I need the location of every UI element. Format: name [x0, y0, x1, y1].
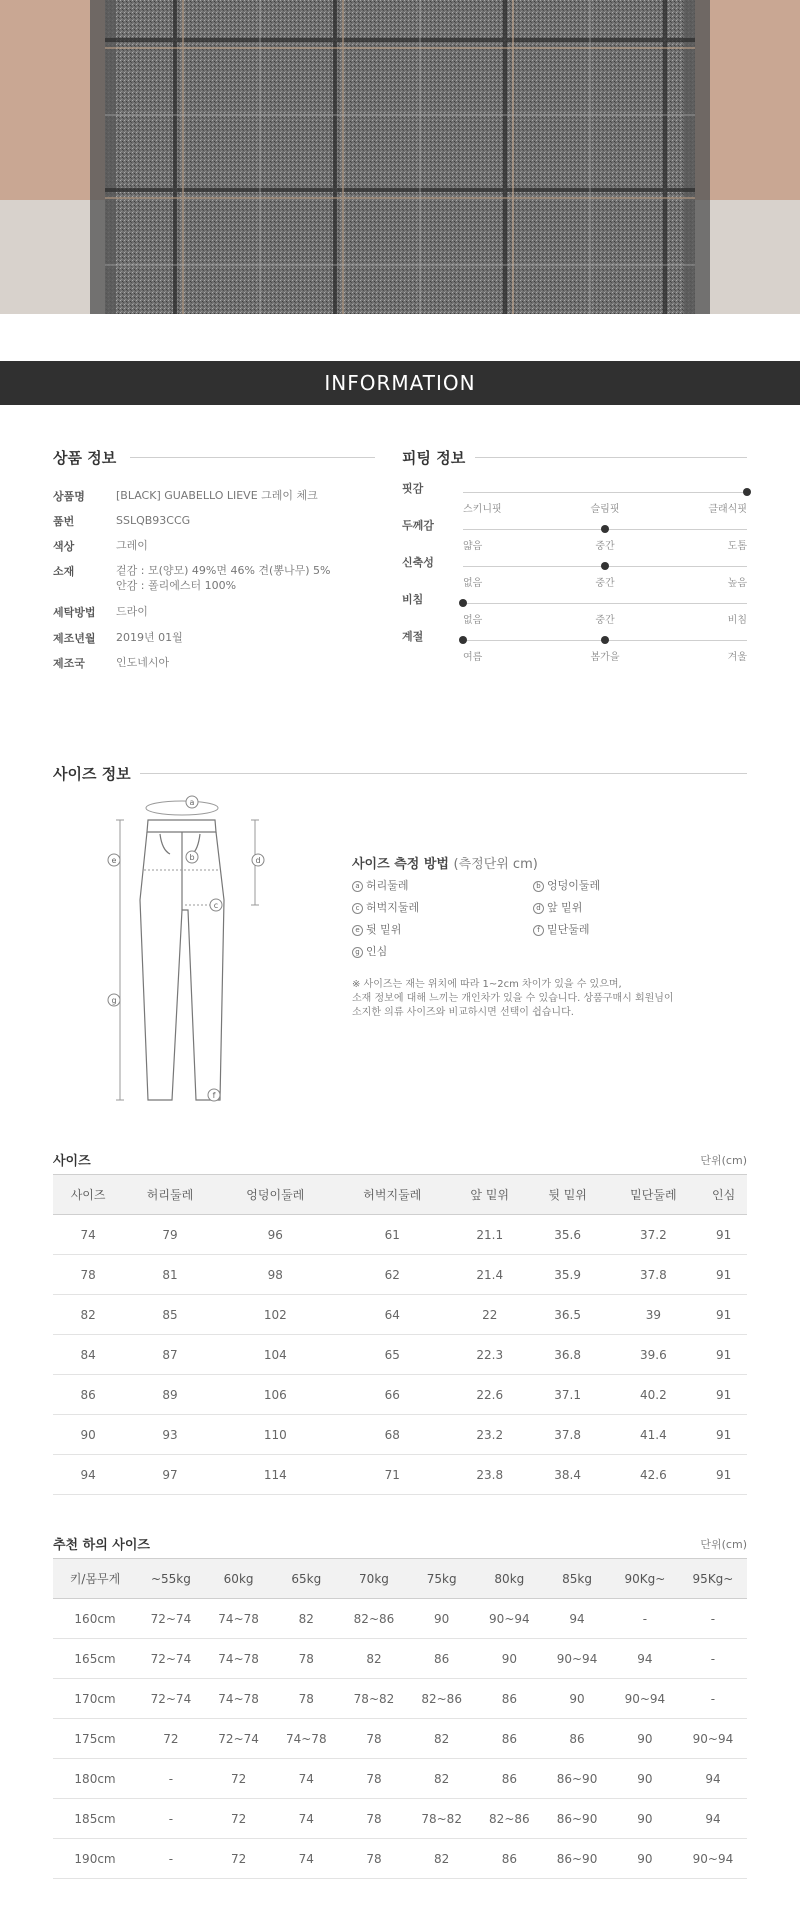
table-cell: 36.5: [529, 1295, 607, 1335]
table-cell: 68: [334, 1415, 451, 1455]
table-header-cell: 허리둘레: [123, 1175, 217, 1215]
marker-d: d: [255, 856, 261, 865]
measure-label: 허벅지둘레: [366, 901, 420, 914]
fit-tick-label: 겨울: [727, 652, 747, 663]
info-label: 제조국: [53, 657, 85, 670]
table-cell: 37.1: [529, 1375, 607, 1415]
info-label: 품번: [53, 515, 75, 528]
table-cell: 89: [123, 1375, 217, 1415]
table-cell: 72~74: [137, 1599, 205, 1639]
table-cell: 86: [476, 1759, 544, 1799]
fit-indicator-dot: [459, 599, 467, 607]
table-cell: 86~90: [543, 1759, 611, 1799]
table-cell: 175cm: [53, 1719, 137, 1759]
table-cell: 85: [123, 1295, 217, 1335]
table-cell: 90~94: [679, 1719, 747, 1759]
info-value: 2019년 01월: [116, 631, 183, 644]
measure-marker: g: [352, 947, 363, 958]
table-row: [53, 1679, 747, 1719]
table-cell: 90: [408, 1599, 476, 1639]
measure-heading-label: 사이즈 측정 방법: [352, 857, 449, 872]
table-row: [53, 1799, 747, 1839]
fit-tick-label: 중간: [595, 615, 615, 626]
table-cell: 37.8: [607, 1255, 701, 1295]
fit-tick-label: 중간: [595, 541, 615, 552]
table-cell: 79: [123, 1215, 217, 1255]
measure-marker: a: [352, 881, 363, 892]
table-cell: 72~74: [137, 1639, 205, 1679]
table-cell: 104: [217, 1335, 334, 1375]
table-cell: 91: [700, 1295, 747, 1335]
table-cell: 180cm: [53, 1759, 137, 1799]
table-cell: 110: [217, 1415, 334, 1455]
table-row: [53, 1215, 747, 1255]
table-cell: 86: [476, 1719, 544, 1759]
info-row-wash: [53, 604, 383, 620]
size-table: [53, 1174, 747, 1495]
table-cell: 35.9: [529, 1255, 607, 1295]
table-cell: 35.6: [529, 1215, 607, 1255]
fit-indicator-dot: [601, 636, 609, 644]
table-cell: 93: [123, 1415, 217, 1455]
measure-label: 허리둘레: [366, 879, 409, 892]
table-cell: -: [137, 1839, 205, 1879]
fit-tick-label: 비침: [727, 615, 747, 626]
fit-label: 계절: [402, 630, 424, 643]
table-cell: 106: [217, 1375, 334, 1415]
table-header-cell: 75kg: [408, 1559, 476, 1599]
table-cell: 72: [205, 1839, 273, 1879]
table-cell: 90~94: [543, 1639, 611, 1679]
table-cell: 37.2: [607, 1215, 701, 1255]
info-label: 제조년월: [53, 632, 96, 645]
info-row-date: [53, 630, 383, 646]
fit-indicator-dot: [459, 636, 467, 644]
table-cell: 87: [123, 1335, 217, 1375]
table-cell: 22.3: [451, 1335, 529, 1375]
measure-item: [352, 943, 387, 959]
info-label: 세탁방법: [53, 606, 96, 619]
table-cell: 82: [408, 1839, 476, 1879]
fit-tick-label: 없음: [463, 578, 483, 589]
table-header-cell: 80kg: [476, 1559, 544, 1599]
info-row-country: [53, 655, 383, 671]
table-cell: 72~74: [205, 1719, 273, 1759]
table-cell: 94: [53, 1455, 123, 1495]
table-cell: 185cm: [53, 1799, 137, 1839]
table-cell: 90: [543, 1679, 611, 1719]
table-cell: 82: [408, 1719, 476, 1759]
table-cell: 62: [334, 1255, 451, 1295]
measure-marker: f: [533, 925, 544, 936]
table-header-cell: 엉덩이둘레: [217, 1175, 334, 1215]
table-header-cell: 사이즈: [53, 1175, 123, 1215]
table-cell: 90~94: [679, 1839, 747, 1879]
measure-label: 앞 밑위: [547, 901, 583, 914]
fit-tick-label: 스키니핏: [463, 504, 502, 515]
measure-label: 뒷 밑위: [366, 923, 402, 936]
table-cell: 90: [611, 1759, 679, 1799]
table-cell: 86: [543, 1719, 611, 1759]
size-table-title: 사이즈: [53, 1154, 91, 1169]
table-cell: 86: [476, 1679, 544, 1719]
table-cell: 86~90: [543, 1799, 611, 1839]
measure-item: [533, 921, 590, 937]
table-cell: 86: [53, 1375, 123, 1415]
table-row: [53, 1455, 747, 1495]
table-cell: 91: [700, 1375, 747, 1415]
table-cell: 74~78: [205, 1599, 273, 1639]
info-value: 인도네시아: [116, 656, 170, 669]
size-table-unit: 단위(cm): [700, 1154, 747, 1167]
info-label: 소재: [53, 565, 75, 578]
table-header-cell: ~55kg: [137, 1559, 205, 1599]
table-cell: 21.4: [451, 1255, 529, 1295]
table-header-row: [53, 1559, 747, 1599]
table-header-cell: 95Kg~: [679, 1559, 747, 1599]
table-cell: 41.4: [607, 1415, 701, 1455]
reco-table-unit: 단위(cm): [700, 1538, 747, 1551]
table-cell: 72: [137, 1719, 205, 1759]
table-cell: 170cm: [53, 1679, 137, 1719]
table-cell: 65: [334, 1335, 451, 1375]
table-cell: 90: [476, 1639, 544, 1679]
size-note-line: 소지한 의류 사이즈와 비교하시면 선택이 쉽습니다.: [352, 1007, 574, 1018]
measure-item: [352, 899, 419, 915]
info-row-code: [53, 513, 383, 529]
table-row: [53, 1295, 747, 1335]
fit-tick-label: 없음: [463, 615, 483, 626]
marker-a: a: [189, 798, 195, 807]
table-cell: 71: [334, 1455, 451, 1495]
table-cell: 94: [543, 1599, 611, 1639]
table-cell: 64: [334, 1295, 451, 1335]
table-cell: -: [679, 1679, 747, 1719]
table-cell: 102: [217, 1295, 334, 1335]
size-note-line: ※ 사이즈는 재는 위치에 따라 1~2cm 차이가 있을 수 있으며,: [352, 979, 622, 990]
table-header-cell: 85kg: [543, 1559, 611, 1599]
measure-item: [352, 877, 409, 893]
table-cell: 91: [700, 1415, 747, 1455]
marker-c: c: [213, 901, 219, 910]
measure-unit: (측정단위 cm): [453, 857, 538, 872]
table-cell: -: [611, 1599, 679, 1639]
table-cell: 81: [123, 1255, 217, 1295]
table-cell: 74: [272, 1759, 340, 1799]
table-cell: 39: [607, 1295, 701, 1335]
table-cell: 72: [205, 1799, 273, 1839]
info-value: SSLQB93CCG: [116, 514, 191, 527]
fit-label: 두께감: [402, 519, 434, 532]
fit-tick-label: 중간: [595, 578, 615, 589]
table-cell: 94: [611, 1639, 679, 1679]
table-row: [53, 1599, 747, 1639]
info-row-material: [53, 563, 383, 593]
table-cell: 91: [700, 1215, 747, 1255]
table-cell: 96: [217, 1215, 334, 1255]
table-header-cell: 허벅지둘레: [334, 1175, 451, 1215]
table-cell: 38.4: [529, 1455, 607, 1495]
table-cell: 190cm: [53, 1839, 137, 1879]
table-cell: 78: [340, 1719, 408, 1759]
info-value: [BLACK] GUABELLO LIEVE 그레이 체크: [116, 489, 318, 502]
measure-item: [352, 921, 401, 937]
fit-tick-label: 클래식핏: [708, 504, 747, 515]
measure-marker: c: [352, 903, 363, 914]
table-cell: 78: [340, 1799, 408, 1839]
fit-tick-label: 봄가을: [590, 652, 620, 663]
table-cell: 94: [679, 1759, 747, 1799]
fit-tick-label: 도톰: [727, 541, 747, 552]
table-cell: 74~78: [272, 1719, 340, 1759]
table-cell: 22.6: [451, 1375, 529, 1415]
table-cell: 90~94: [476, 1599, 544, 1639]
product-photo: [0, 0, 800, 314]
table-cell: 86: [408, 1639, 476, 1679]
table-cell: 21.1: [451, 1215, 529, 1255]
table-cell: 78: [340, 1759, 408, 1799]
measure-heading: [352, 853, 538, 872]
table-header-cell: 65kg: [272, 1559, 340, 1599]
fit-label: 핏감: [402, 482, 424, 495]
fit-track: [463, 603, 747, 604]
table-cell: 90~94: [611, 1679, 679, 1719]
table-cell: 165cm: [53, 1639, 137, 1679]
pants-diagram: [100, 790, 290, 1110]
fit-tick-label: 얇음: [463, 541, 483, 552]
info-value: [116, 563, 330, 593]
table-cell: 160cm: [53, 1599, 137, 1639]
table-cell: 72: [205, 1759, 273, 1799]
information-header: INFORMATION: [0, 361, 800, 405]
table-row: [53, 1335, 747, 1375]
table-cell: 78: [272, 1639, 340, 1679]
table-cell: 82~86: [476, 1799, 544, 1839]
info-row-name: [53, 488, 383, 504]
table-cell: 40.2: [607, 1375, 701, 1415]
table-row: [53, 1839, 747, 1879]
measure-item: [533, 899, 582, 915]
info-label: 상품명: [53, 490, 85, 503]
table-row: [53, 1255, 747, 1295]
table-cell: 86~90: [543, 1839, 611, 1879]
material-outer: 겉감 : 모(양모) 49%면 46% 견(뽕나무) 5%: [116, 564, 331, 577]
product-info-title: 상품 정보: [53, 449, 117, 467]
table-row: [53, 1639, 747, 1679]
info-label: 색상: [53, 540, 75, 553]
divider: [130, 457, 375, 458]
measure-marker: e: [352, 925, 363, 936]
measure-label: 인심: [366, 945, 388, 958]
table-cell: 82: [53, 1295, 123, 1335]
table-cell: -: [137, 1759, 205, 1799]
table-row: [53, 1415, 747, 1455]
table-cell: 86: [476, 1839, 544, 1879]
table-cell: 90: [611, 1839, 679, 1879]
table-cell: 82: [340, 1639, 408, 1679]
table-cell: 78: [272, 1679, 340, 1719]
table-header-cell: 60kg: [205, 1559, 273, 1599]
table-cell: 74~78: [205, 1639, 273, 1679]
table-cell: 37.8: [529, 1415, 607, 1455]
table-cell: 61: [334, 1215, 451, 1255]
table-cell: 97: [123, 1455, 217, 1495]
table-cell: 39.6: [607, 1335, 701, 1375]
table-cell: 74~78: [205, 1679, 273, 1719]
table-cell: 114: [217, 1455, 334, 1495]
fit-indicator-dot: [601, 525, 609, 533]
table-header-cell: 뒷 밑위: [529, 1175, 607, 1215]
fit-tick-label: 높음: [727, 578, 747, 589]
table-header-cell: 앞 밑위: [451, 1175, 529, 1215]
table-cell: 91: [700, 1335, 747, 1375]
table-cell: 74: [272, 1839, 340, 1879]
table-cell: 78~82: [408, 1799, 476, 1839]
table-cell: 90: [611, 1719, 679, 1759]
table-cell: 91: [700, 1455, 747, 1495]
info-value: 드라이: [116, 605, 148, 618]
fitting-info-title: 피팅 정보: [402, 449, 466, 467]
table-row: [53, 1375, 747, 1415]
table-header-cell: 90Kg~: [611, 1559, 679, 1599]
table-cell: 78: [53, 1255, 123, 1295]
reco-table-title: 추천 하의 사이즈: [53, 1538, 150, 1553]
fit-label: 신축성: [402, 556, 434, 569]
size-note-line: 소재 정보에 대해 느끼는 개인차가 있을 수 있습니다. 상품구매시 회원님이: [352, 993, 674, 1004]
fit-tick-label: 여름: [463, 652, 483, 663]
table-cell: 36.8: [529, 1335, 607, 1375]
fit-indicator-dot: [743, 488, 751, 496]
marker-b: b: [189, 853, 195, 862]
table-cell: 74: [53, 1215, 123, 1255]
divider: [475, 457, 747, 458]
table-header-cell: 70kg: [340, 1559, 408, 1599]
measure-label: 엉덩이둘레: [547, 879, 601, 892]
table-cell: 98: [217, 1255, 334, 1295]
table-row: [53, 1719, 747, 1759]
table-cell: 84: [53, 1335, 123, 1375]
table-cell: 42.6: [607, 1455, 701, 1495]
table-cell: 23.8: [451, 1455, 529, 1495]
table-cell: 82: [408, 1759, 476, 1799]
table-cell: 74: [272, 1799, 340, 1839]
table-cell: 22: [451, 1295, 529, 1335]
reco-table: [53, 1558, 747, 1879]
table-cell: 78~82: [340, 1679, 408, 1719]
table-header-row: [53, 1175, 747, 1215]
table-cell: 78: [340, 1839, 408, 1879]
table-cell: 94: [679, 1799, 747, 1839]
fit-indicator-dot: [601, 562, 609, 570]
table-cell: 82~86: [340, 1599, 408, 1639]
measure-marker: d: [533, 903, 544, 914]
table-cell: 72~74: [137, 1679, 205, 1719]
table-cell: -: [679, 1639, 747, 1679]
table-cell: 91: [700, 1255, 747, 1295]
marker-g: g: [111, 996, 117, 1005]
marker-e: e: [111, 856, 117, 865]
table-cell: 66: [334, 1375, 451, 1415]
table-header-cell: 밑단둘레: [607, 1175, 701, 1215]
table-header-cell: 키/몸무게: [53, 1559, 137, 1599]
table-cell: 23.2: [451, 1415, 529, 1455]
table-cell: 82: [272, 1599, 340, 1639]
table-cell: -: [137, 1799, 205, 1839]
table-cell: -: [679, 1599, 747, 1639]
fit-track: [463, 492, 747, 493]
table-header-cell: 인심: [700, 1175, 747, 1215]
size-info-title: 사이즈 정보: [53, 765, 131, 783]
marker-f: f: [212, 1091, 216, 1100]
measure-item: [533, 877, 600, 893]
measure-label: 밑단둘레: [547, 923, 590, 936]
info-row-color: [53, 538, 383, 554]
table-row: [53, 1759, 747, 1799]
measure-marker: b: [533, 881, 544, 892]
fit-label: 비침: [402, 593, 424, 606]
table-cell: 82~86: [408, 1679, 476, 1719]
fit-tick-label: 슬림핏: [590, 504, 620, 515]
info-value: 그레이: [116, 539, 148, 552]
divider: [140, 773, 747, 774]
material-lining: 안감 : 폴리에스터 100%: [116, 579, 237, 592]
table-cell: 90: [611, 1799, 679, 1839]
table-cell: 90: [53, 1415, 123, 1455]
